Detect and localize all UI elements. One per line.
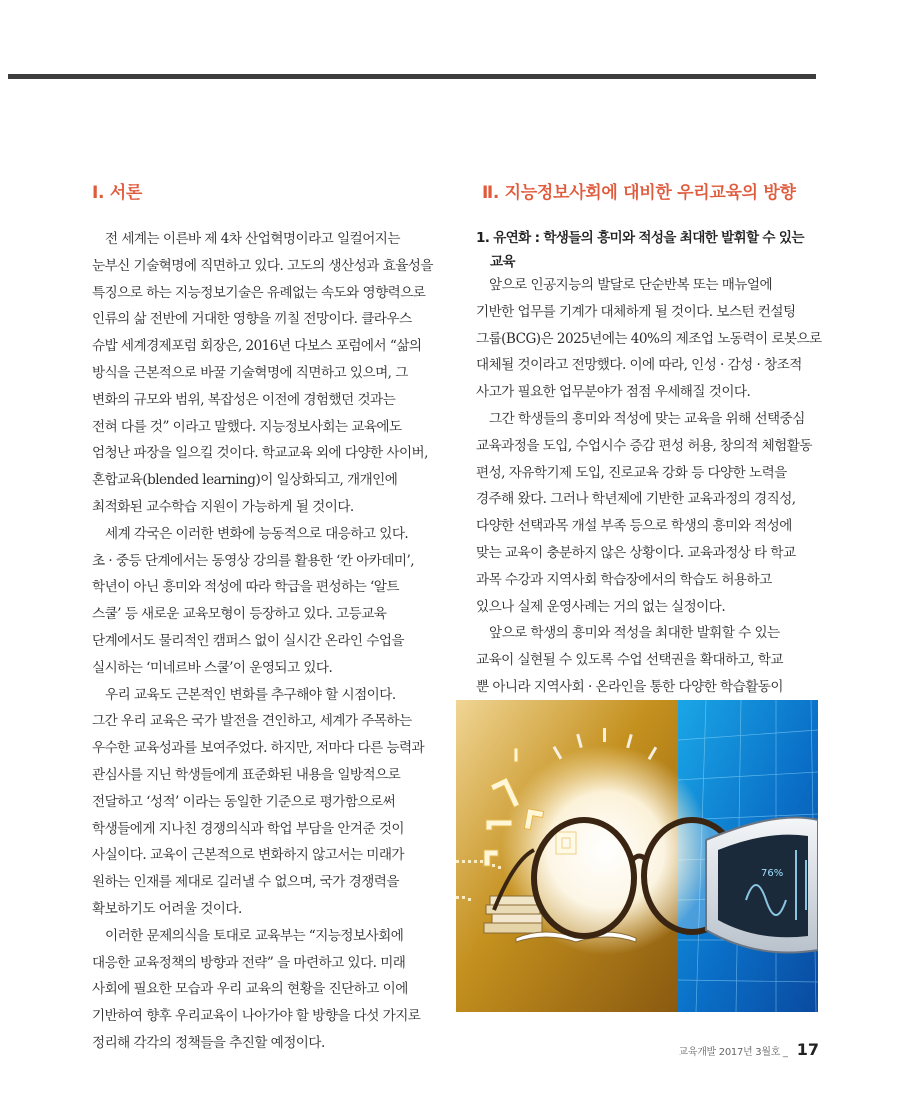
body-line: 단계에서도 물리적인 캠퍼스 없이 실시간 온라인 수업을 — [92, 632, 405, 649]
section-title-direction: Ⅱ. 지능정보사회에 대비한 우리교육의 방향 — [482, 183, 796, 203]
body-line: 기반하여 향후 우리교육이 나아가야 할 방향을 다섯 가지로 — [92, 1008, 421, 1025]
header-rule — [8, 74, 816, 79]
body-line: 교육이 실현될 수 있도록 수업 선택권을 확대하고, 학교 — [476, 652, 783, 669]
illustration-glasses-vr — [456, 700, 818, 1012]
body-line: 엄청난 파장을 일으킬 것이다. 학교교육 외에 다양한 사이버, — [92, 445, 428, 462]
body-line: 앞으로 학생의 흥미와 적성을 최대한 발휘할 수 있는 — [489, 625, 780, 642]
publication-label: 교육개발 2017년 3월호 _ — [678, 1047, 788, 1058]
body-line: 혼합교육(blended learning)이 일상화되고, 개개인에 — [92, 472, 398, 489]
body-line: 앞으로 인공지능의 발달로 단순반복 또는 매뉴얼에 — [489, 277, 773, 293]
body-line: 경주해 왔다. 그러나 학년제에 기반한 교육과정의 경직성, — [476, 491, 796, 508]
body-line: 맞는 교육이 충분하지 않은 상황이다. 교육과정상 타 학교 — [476, 544, 796, 561]
body-line: 대응한 교육정책의 방향과 전략” 을 마련하고 있다. 미래 — [92, 954, 406, 971]
subheading-flexibility — [476, 226, 822, 274]
body-line: 기반한 업무를 기계가 대체하게 될 것이다. 보스턴 컨설팅 — [476, 303, 796, 320]
body-line: 그간 우리 교육은 국가 발전을 견인하고, 세계가 주목하는 — [92, 713, 412, 730]
body-line: 학생들에게 지나친 경쟁의식과 학업 부담을 안겨준 것이 — [92, 820, 405, 837]
body-line: 방식을 근본적으로 바꿀 기술혁명에 직면하고 있으며, 그 — [92, 364, 408, 381]
body-line: 확보하기도 어려울 것이다. — [92, 900, 242, 917]
body-line: 최적화된 교수학습 지원이 가능하게 될 것이다. — [92, 498, 354, 515]
body-line: 전혀 다를 것” 이라고 말했다. 지능정보사회는 교육에도 — [92, 418, 402, 435]
illustration-svg — [456, 700, 818, 1012]
body-line: 인류의 삶 전반에 거대한 영향을 끼칠 전망이다. 클라우스 — [92, 311, 412, 328]
body-line: 우수한 교육성과를 보여주었다. 하지만, 저마다 다른 능력과 — [92, 740, 425, 757]
body-line: 전달하고 ‘성적’ 이라는 동일한 기준으로 평가함으로써 — [92, 793, 396, 810]
subheading-line: 교육 — [490, 254, 515, 270]
page-footer — [678, 1040, 819, 1059]
body-line: 특징으로 하는 지능정보기술은 유례없는 속도와 영향력으로 — [92, 284, 426, 301]
hud-readout: 76% — [761, 868, 784, 879]
section-title-introduction: Ⅰ. 서론 — [92, 183, 143, 203]
body-line: 정리해 각각의 정책들을 추진할 예정이다. — [92, 1034, 325, 1051]
body-line: 원하는 인재를 제대로 길러낼 수 없으며, 국가 경쟁력을 — [92, 874, 399, 891]
body-line: 뿐 아니라 지역사회 · 온라인을 통한 다양한 학습활동이 — [476, 678, 783, 695]
body-line: 편성, 자유학기제 도입, 진로교육 강화 등 다양한 노력을 — [476, 464, 787, 481]
body-line: 그간 학생들의 흥미와 적성에 맞는 교육을 위해 선택중심 — [489, 410, 805, 427]
subheading-line: 1. 유연화 : 학생들의 흥미와 적성을 최대한 발휘할 수 있는 — [476, 230, 804, 246]
body-line: 다양한 선택과목 개설 부족 등으로 학생의 흥미와 적성에 — [476, 518, 792, 535]
body-line: 교육과정을 도입, 수업시수 증감 편성 허용, 창의적 체험활동 — [476, 437, 812, 454]
body-line: 슈밥 세계경제포럼 회장은, 2016년 다보스 포럼에서 “삶의 — [92, 338, 422, 355]
body-line: 학년이 아닌 흥미와 적성에 따라 학급을 편성하는 ‘알트 — [92, 579, 399, 596]
body-line: 세계 각국은 이러한 변화에 능동적으로 대응하고 있다. — [105, 525, 409, 542]
body-line: 우리 교육도 근본적인 변화를 추구해야 할 시점이다. — [105, 686, 396, 703]
body-line: 사고가 필요한 업무분야가 점점 우세해질 것이다. — [476, 384, 751, 401]
direction-body — [476, 272, 822, 701]
page-number: 17 — [796, 1040, 819, 1059]
body-line: 스쿨’ 등 새로운 교육모형이 등장하고 있다. 고등교육 — [92, 606, 387, 623]
body-line: 눈부신 기술혁명에 직면하고 있다. 고도의 생산성과 효율성을 — [92, 257, 433, 274]
introduction-body — [92, 226, 434, 1057]
body-line: 실시하는 ‘미네르바 스쿨’이 운영되고 있다. — [92, 659, 333, 676]
vr-headset — [706, 818, 818, 953]
body-line: 사회에 필요한 모습과 우리 교육의 현황을 진단하고 이에 — [92, 981, 408, 998]
body-line: 변화의 규모와 범위, 복잡성은 이전에 경험했던 것과는 — [92, 391, 396, 408]
body-line: 사실이다. 교육이 근본적으로 변화하지 않고서는 미래가 — [92, 847, 405, 864]
body-line: 대체될 것이라고 전망했다. 이에 따라, 인성 · 감성 · 창조적 — [476, 357, 802, 374]
body-line: 전 세계는 이른바 제 4차 산업혁명이라고 일컬어지는 — [105, 231, 400, 247]
body-line: 과목 수강과 지역사회 학습장에서의 학습도 허용하고 — [476, 571, 772, 588]
body-line: 관심사를 지닌 학생들에게 표준화된 내용을 일방적으로 — [92, 766, 401, 783]
body-line: 있으나 실제 운영사례는 거의 없는 실정이다. — [476, 598, 726, 615]
body-line: 이러한 문제의식을 토대로 교육부는 “지능정보사회에 — [105, 927, 404, 944]
body-line: 초 · 중등 단계에서는 동영상 강의를 활용한 ‘칸 아카데미’, — [92, 552, 415, 569]
body-line: 그룹(BCG)은 2025년에는 40%의 제조업 노동력이 로봇으로 — [476, 330, 822, 347]
